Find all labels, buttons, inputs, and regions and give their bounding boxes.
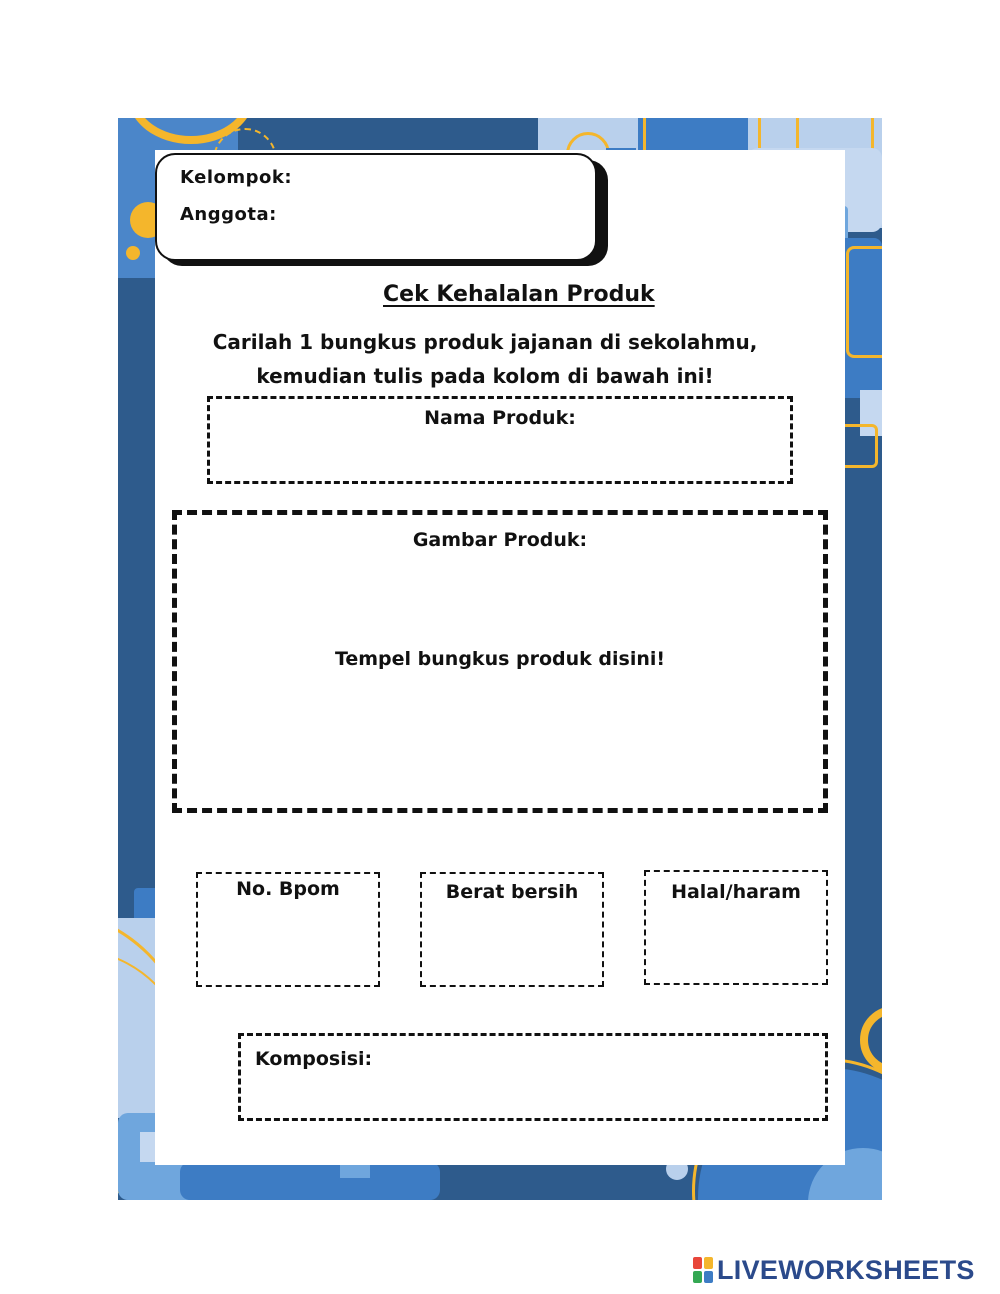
instruction-line-2: kemudian tulis pada kolom di bawah ini! [256, 364, 714, 388]
right-yellow-outline [846, 246, 882, 358]
liveworksheets-logo-icon [693, 1257, 713, 1283]
bpom-number-box[interactable] [196, 872, 380, 987]
composition-label: Komposisi: [255, 1048, 373, 1070]
halal-label: Halal/haram [671, 881, 801, 903]
halal-status-box[interactable] [644, 870, 828, 985]
net-weight-label: Berat bersih [445, 881, 579, 903]
composition-box[interactable] [238, 1033, 828, 1121]
product-name-box[interactable] [207, 396, 793, 484]
top-left-small-dot [126, 246, 140, 260]
product-name-label: Nama Produk: [424, 407, 576, 429]
product-image-label: Gambar Produk: [412, 529, 588, 551]
group-info-box [155, 153, 597, 261]
page-title: Cek Kehalalan Produk [383, 282, 655, 307]
net-weight-box[interactable] [420, 872, 604, 987]
bottom-blue-bar [180, 1162, 440, 1200]
liveworksheets-logo-text: LIVEWORKSHEETS [717, 1254, 975, 1285]
liveworksheets-logo [693, 1253, 975, 1287]
bpom-label: No. Bpom [236, 878, 340, 900]
members-label: Anggota: [180, 204, 277, 225]
instruction-line-1: Carilah 1 bungkus produk jajanan di sekolahmu, [212, 330, 758, 354]
product-image-box[interactable] [172, 510, 828, 813]
product-image-hint: Tempel bungkus produk disini! [334, 648, 666, 670]
group-label: Kelompok: [180, 167, 293, 188]
